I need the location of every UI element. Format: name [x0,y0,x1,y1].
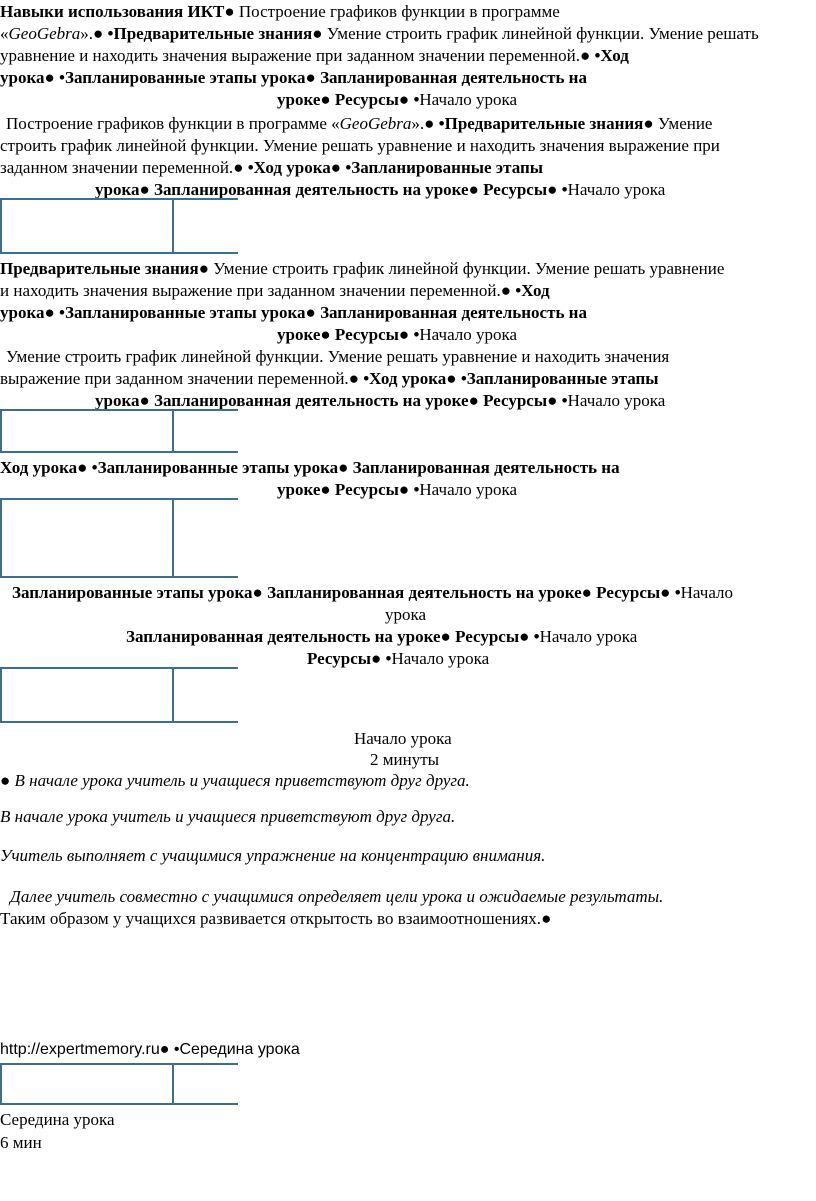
s7-p4: Далее учитель совместно с учащимися определяет цели урока и ожидаемые результаты. [10,887,664,906]
s3-line3: урока● •Запланированные этапы урока● Запланированная деятельность на [0,303,587,322]
s3-line1: Предварительные знания● Умение строить график линейной функции. Умение решать уравнение [0,259,725,278]
s6-line3: Запланированная деятельность на уроке● Ресурсы● •Начало урока [126,627,638,646]
table-box-2 [0,409,238,453]
lesson-start-title: Начало урока [354,729,452,748]
s1-line5: уроке● Ресурсы● •Начало урока [277,90,518,109]
table-box-4 [0,667,238,723]
s4-line3: урока● Запланированная деятельность на уроке● Ресурсы● •Начало урока [95,391,666,410]
s3-line4: уроке● Ресурсы● •Начало урока [277,325,518,344]
table-box-5 [0,1063,238,1105]
s2-line4: урока● Запланированная деятельность на уроке● Ресурсы● •Начало урока [95,180,666,199]
s7-p5: Таким образом у учащихся развивается открытость во взаимоотношениях.● [0,909,552,928]
s5-line2: уроке● Ресурсы● •Начало урока [277,480,518,499]
s7-p3: Учитель выполняет с учащимися упражнение на концентрацию внимания. [0,846,546,865]
table-box-1 [0,198,238,254]
s2-line1: Построение графиков функции в программе «GeoGebra».● •Предварительные знания● Умение [6,114,713,133]
s1-line1: Навыки использования ИКТ● Построение графиков функции в программе [0,2,560,21]
s6-line1: Запланированные этапы урока● Запланированная деятельность на уроке● Ресурсы● •Начало [12,583,734,602]
s6-line4: Ресурсы● •Начало урока [307,649,490,668]
s1-line2: «GeoGebra».● •Предварительные знания● Умение строить график линейной функции. Умение решать [0,24,759,43]
s1-line4: урока● •Запланированные этапы урока● Запланированная деятельность на [0,68,587,87]
s7-p1: ● В начале урока учитель и учащиеся приветствуют друг друга. [0,771,470,790]
source-link[interactable]: http://expertmemory.ru [0,1041,160,1058]
s2-line2: строить график линейной функции. Умение решать уравнение и находить значения выражение при [0,136,720,155]
s8-line1: http://expertmemory.ru● •Середина урока [0,1041,300,1058]
s3-line2: и находить значения выражение при заданном значении переменной.● •Ход [0,281,550,300]
middle-title: Середина урока [0,1110,115,1129]
middle-duration: 6 мин [0,1133,42,1152]
s1-heading-ikt: Навыки использования ИКТ [0,2,225,21]
s6-line2: урока [385,605,427,624]
s4-line2: выражение при заданном значении переменной.● •Ход урока● •Запланированные этапы [0,369,659,388]
s1-line3: уравнение и находить значения выражение при заданном значении переменной.● •Ход [0,46,629,65]
s2-line3: заданном значении переменной.● •Ход урока● •Запланированные этапы [0,158,544,177]
s5-line1: Ход урока● •Запланированные этапы урока● Запланированная деятельность на [0,458,620,477]
lesson-start-duration: 2 минуты [370,750,440,769]
s4-line1: Умение строить график линейной функции. Умение решать уравнение и находить значения [6,347,670,366]
s7-p2: В начале урока учитель и учащиеся приветствуют друг друга. [0,807,456,826]
table-box-3 [0,498,238,578]
